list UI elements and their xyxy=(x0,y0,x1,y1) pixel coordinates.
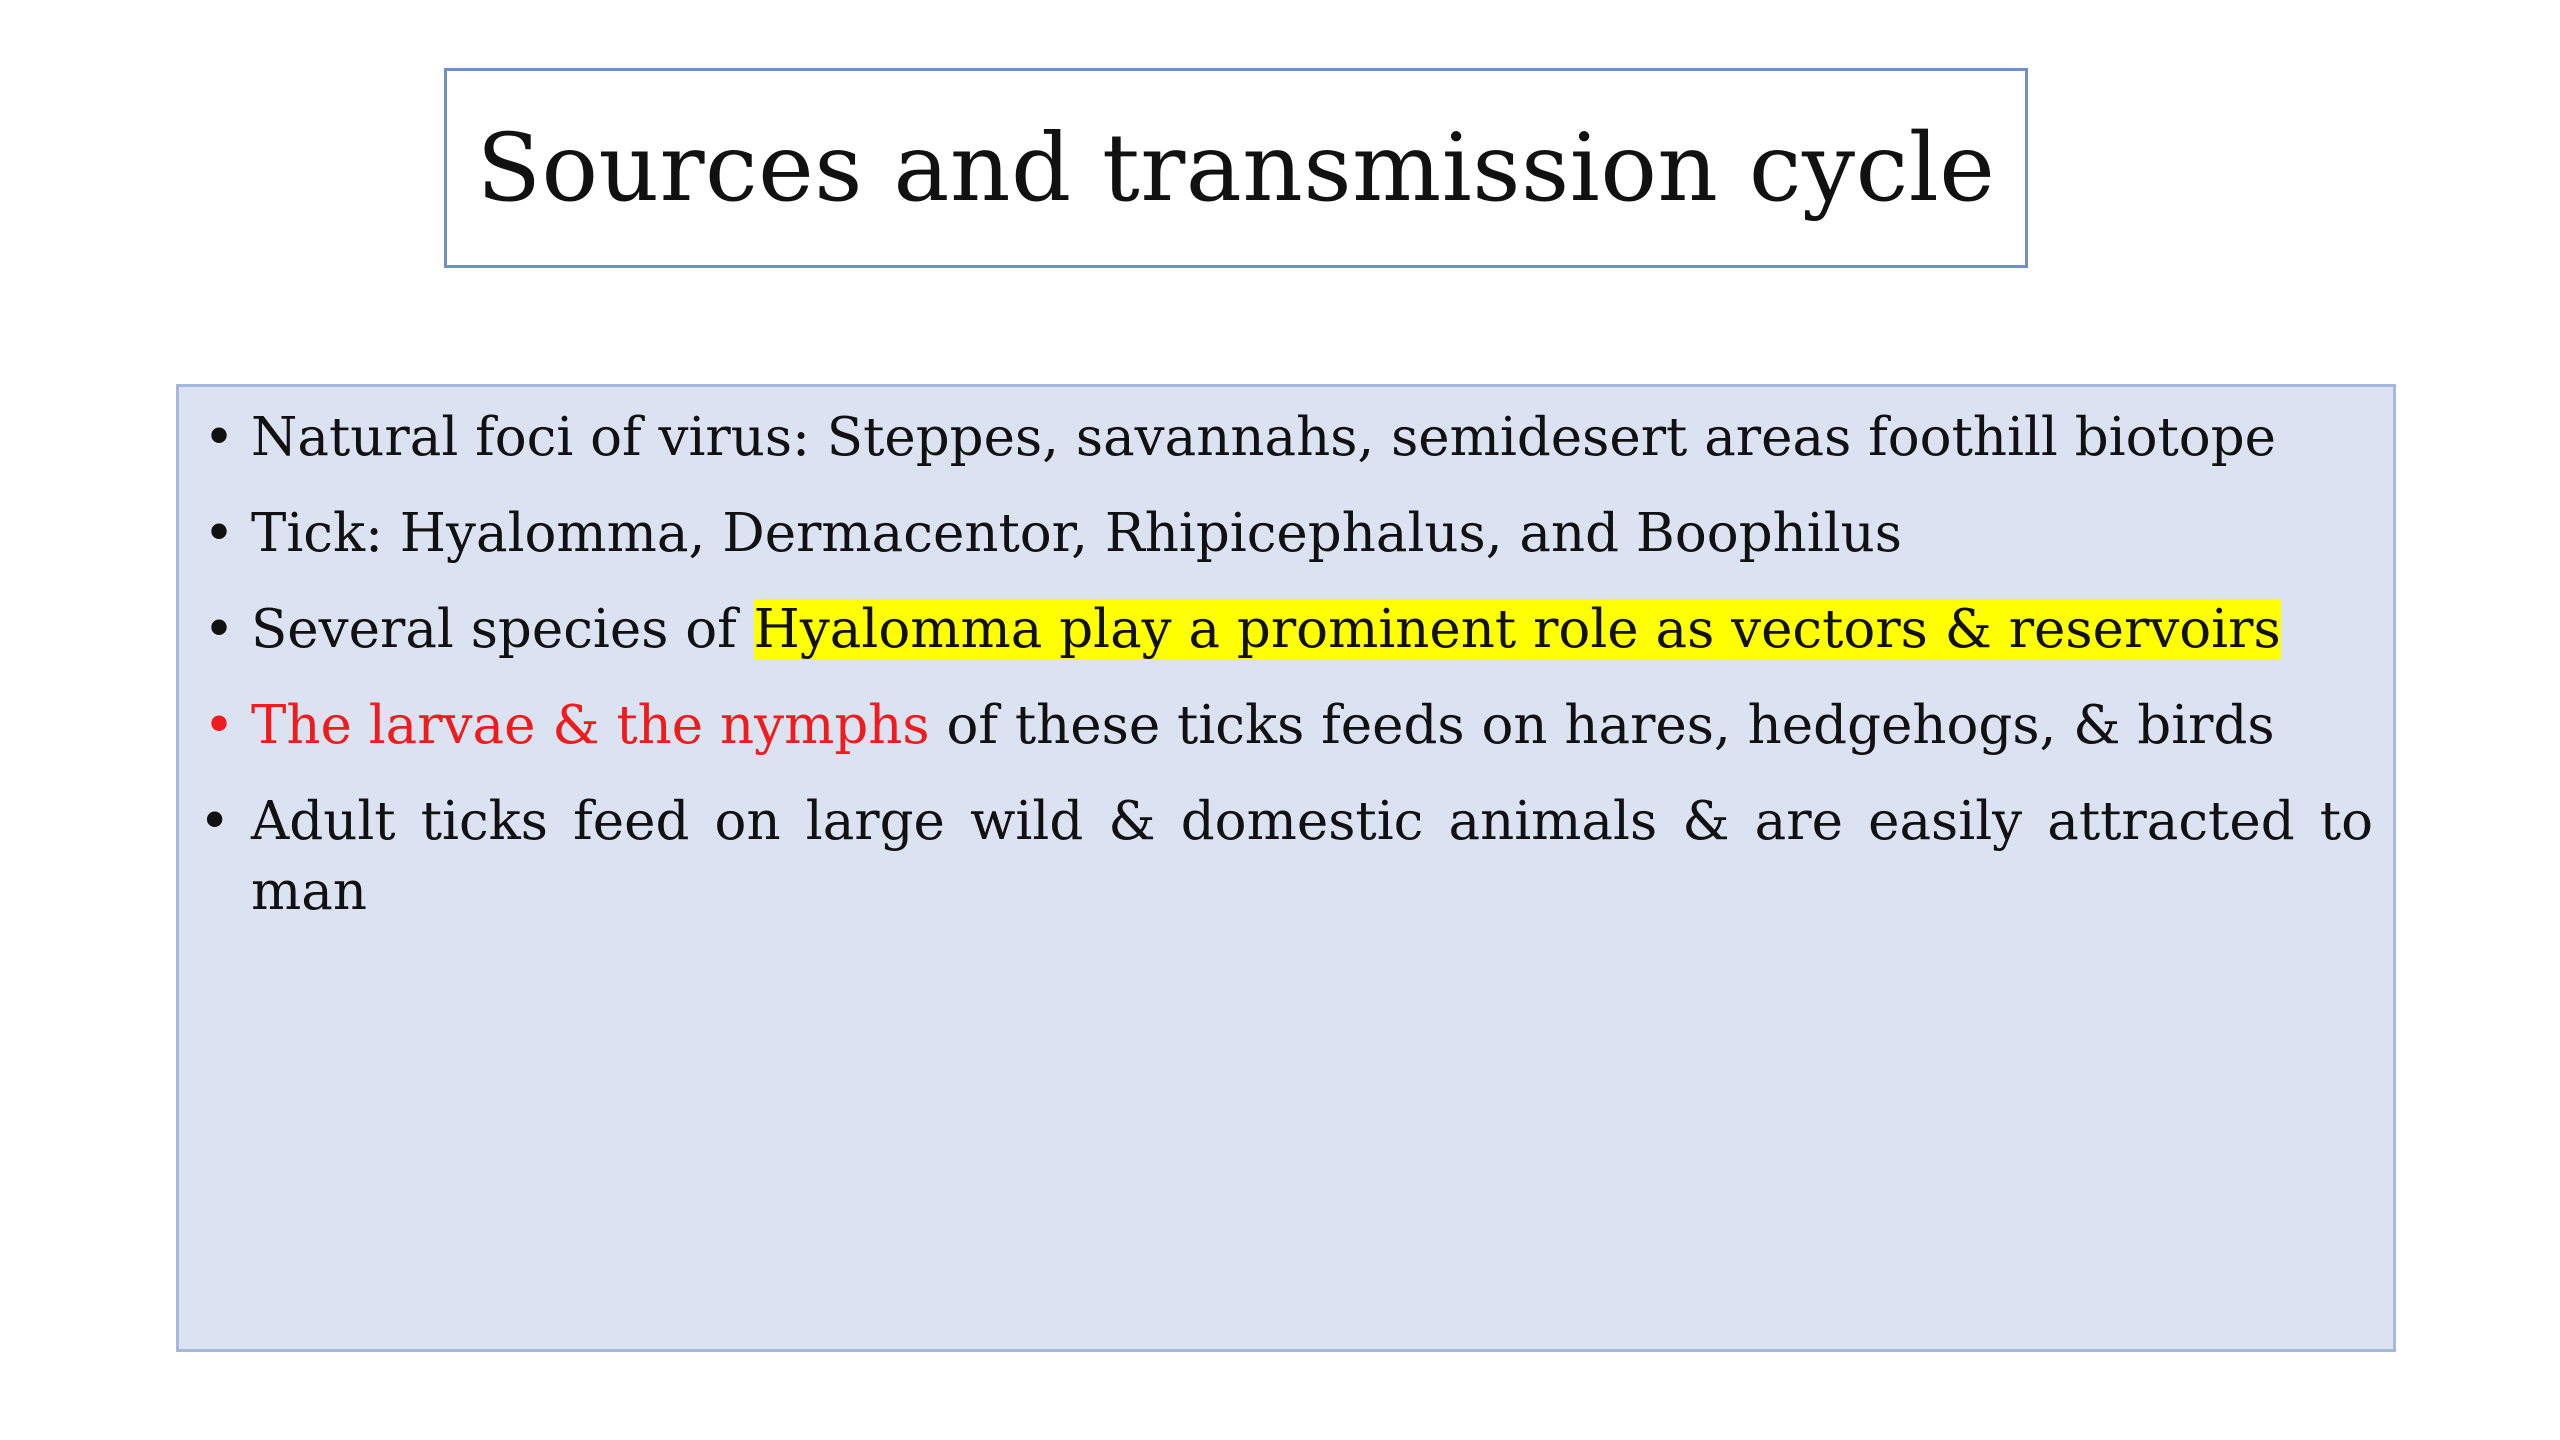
bullet-dot: • xyxy=(203,503,235,564)
bullet-dot: • xyxy=(199,791,231,852)
bullet-item-several-species xyxy=(199,595,2373,665)
bullet-dot-red: • xyxy=(203,695,235,756)
bullet-item-tick xyxy=(199,499,2373,569)
bullet-text-rest: of these ticks feeds on hares, hedgehogs, & birds xyxy=(929,695,2275,756)
bullet-list xyxy=(199,403,2373,927)
bullet-text-line2: man xyxy=(251,861,367,922)
title-box xyxy=(444,68,2028,268)
bullet-item-larvae-nymphs xyxy=(199,691,2373,761)
bullet-text: Tick: Hyalomma, Dermacentor, Rhipicephalus, and Boophilus xyxy=(251,503,1902,564)
bullet-item-natural-foci xyxy=(199,403,2373,473)
red-text: The larvae & the nymphs xyxy=(251,695,930,756)
slide-title: Sources and transmission cycle xyxy=(476,113,1996,223)
bullet-text-prefix: Several species of xyxy=(251,599,754,660)
bullet-dot: • xyxy=(203,407,235,468)
highlighted-text: Hyalomma play a prominent role as vectors & reservoirs xyxy=(753,599,2281,660)
bullet-item-adult-ticks xyxy=(199,787,2373,927)
bullet-text: Natural foci of virus: Steppes, savannahs, semidesert areas foothill biotope xyxy=(251,407,2276,468)
bullet-dot: • xyxy=(203,599,235,660)
bullet-text-line1: Adult ticks feed on large wild & domestic animals & are easily attracted to xyxy=(251,791,2373,852)
content-box xyxy=(176,384,2396,1352)
